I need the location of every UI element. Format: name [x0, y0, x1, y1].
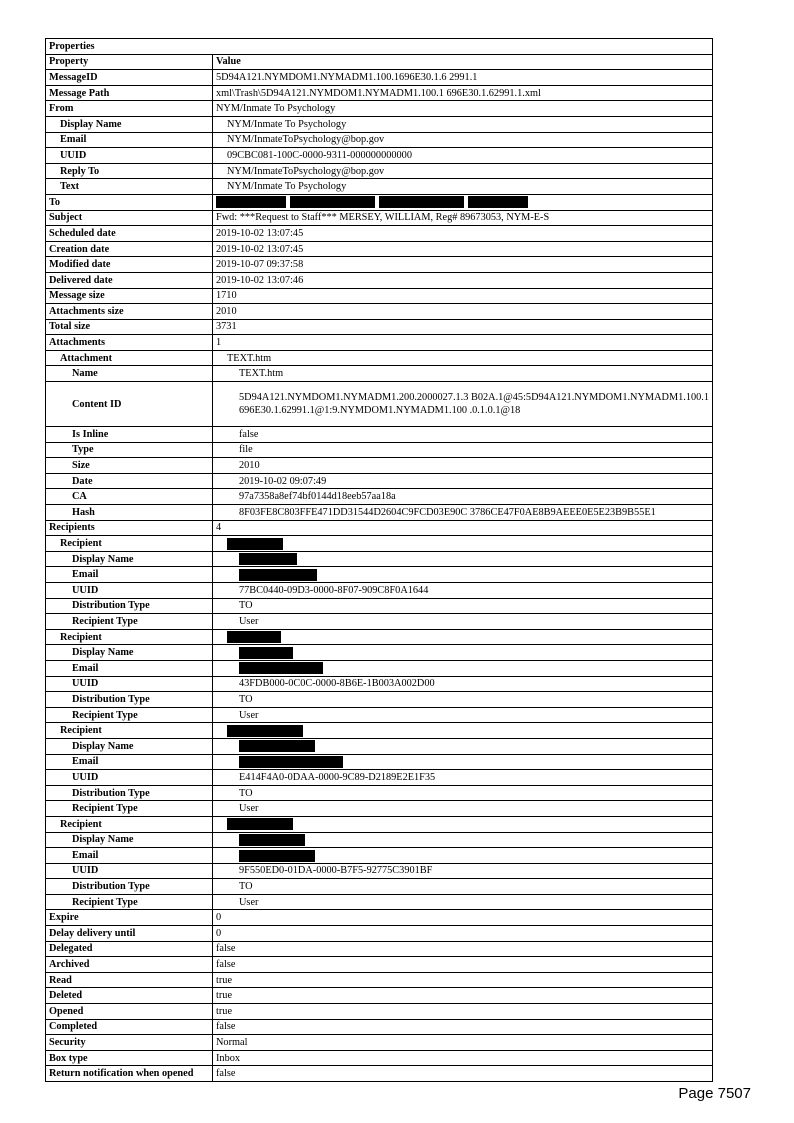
value-cell: 2019-10-02 13:07:45: [213, 241, 713, 257]
property-cell: Distribution Type: [46, 879, 213, 895]
value-cell: false: [213, 1066, 713, 1082]
value-cell: Fwd: ***Request to Staff*** MERSEY, WILLIAM, Reg# 89673053, NYM-E-S: [213, 210, 713, 226]
value-cell: [213, 832, 713, 848]
table-row: [46, 382, 713, 427]
property-cell: Recipients: [46, 520, 213, 536]
property-cell: Distribution Type: [46, 785, 213, 801]
property-cell: UUID: [46, 583, 213, 599]
table-row: [46, 505, 713, 521]
table-row: [46, 536, 713, 552]
value-cell: [213, 723, 713, 739]
value-cell: 5D94A121.NYMDOM1.NYMADM1.200.2000027.1.3 B02A.1@45:5D94A121.NYMDOM1.NYMADM1.100.1 696E30.1.62991.1@1:9.NYMDOM1.NYMADM1.100 .0.1.0.1@18: [213, 382, 713, 427]
redaction-block: [239, 740, 315, 752]
table-row: [46, 179, 713, 195]
value-cell: 8F03FE8C803FFE471DD31544D2604C9FCD03E90C 3786CE47F0AE8B9AEEE0E5E23B9B55E1: [213, 505, 713, 521]
table-row: [46, 210, 713, 226]
redaction-block: [239, 647, 293, 659]
property-cell: Content ID: [46, 382, 213, 427]
table-row: [46, 957, 713, 973]
property-cell: Delivered date: [46, 272, 213, 288]
table-row: [46, 442, 713, 458]
value-cell: 0: [213, 910, 713, 926]
redaction-block: [239, 850, 315, 862]
property-cell: Type: [46, 442, 213, 458]
redaction-block: [227, 818, 293, 830]
table-row: [46, 816, 713, 832]
property-cell: CA: [46, 489, 213, 505]
property-cell: Completed: [46, 1019, 213, 1035]
table-row: [46, 241, 713, 257]
property-cell: Recipient: [46, 629, 213, 645]
property-cell: Return notification when opened: [46, 1066, 213, 1082]
table-row: [46, 879, 713, 895]
table-row: [46, 1004, 713, 1020]
table-row: [46, 926, 713, 942]
redaction-block: [227, 725, 303, 737]
value-cell: TEXT.htm: [213, 350, 713, 366]
table-row: [46, 801, 713, 817]
table-row: [46, 132, 713, 148]
property-cell: Attachments: [46, 335, 213, 351]
value-cell: 1710: [213, 288, 713, 304]
redaction-block: [239, 834, 305, 846]
value-cell: true: [213, 988, 713, 1004]
property-cell: Name: [46, 366, 213, 382]
table-row: [46, 304, 713, 320]
properties-table-body: [46, 39, 713, 1082]
property-cell: Display Name: [46, 738, 213, 754]
property-cell: Display Name: [46, 116, 213, 132]
table-row: [46, 272, 713, 288]
value-cell: User: [213, 894, 713, 910]
value-cell: 2019-10-02 13:07:46: [213, 272, 713, 288]
property-cell: Message size: [46, 288, 213, 304]
value-cell: true: [213, 972, 713, 988]
property-cell: Modified date: [46, 257, 213, 273]
value-cell: NYM/InmateToPsychology@bop.gov: [213, 132, 713, 148]
table-row: [46, 848, 713, 864]
value-cell: [213, 738, 713, 754]
table-row: [46, 458, 713, 474]
property-cell: Email: [46, 848, 213, 864]
redaction-block: [227, 631, 281, 643]
value-cell: [213, 848, 713, 864]
property-cell: Recipient Type: [46, 894, 213, 910]
property-cell: Recipient Type: [46, 707, 213, 723]
redaction-block: [216, 196, 286, 208]
property-cell: Recipient: [46, 816, 213, 832]
table-row: [46, 910, 713, 926]
redaction-block: [239, 662, 323, 674]
value-column-header: Value: [213, 54, 713, 70]
property-cell: Date: [46, 473, 213, 489]
property-cell: Is Inline: [46, 427, 213, 443]
value-cell: false: [213, 427, 713, 443]
table-row: [46, 1050, 713, 1066]
redaction-block: [468, 196, 528, 208]
property-cell: MessageID: [46, 70, 213, 86]
table-row: [46, 723, 713, 739]
property-cell: Recipient Type: [46, 614, 213, 630]
property-cell: Attachment: [46, 350, 213, 366]
table-row: [46, 645, 713, 661]
property-cell: Email: [46, 132, 213, 148]
table-row: [46, 770, 713, 786]
table-row: [46, 85, 713, 101]
property-cell: Opened: [46, 1004, 213, 1020]
property-cell: Delay delivery until: [46, 926, 213, 942]
value-cell: NYM/Inmate To Psychology: [213, 179, 713, 195]
table-row: [46, 972, 713, 988]
value-cell: 2010: [213, 304, 713, 320]
value-cell: 77BC0440-09D3-0000-8F07-909C8F0A1644: [213, 583, 713, 599]
table-row: [46, 785, 713, 801]
table-row: [46, 350, 713, 366]
value-cell: 9F550ED0-01DA-0000-B7F5-92775C3901BF: [213, 863, 713, 879]
property-cell: Email: [46, 660, 213, 676]
table-row: [46, 101, 713, 117]
property-cell: UUID: [46, 148, 213, 164]
value-cell: User: [213, 707, 713, 723]
property-cell: Email: [46, 567, 213, 583]
value-cell: [213, 754, 713, 770]
redaction-block: [239, 756, 343, 768]
value-cell: User: [213, 614, 713, 630]
table-row: [46, 1019, 713, 1035]
property-cell: Distribution Type: [46, 598, 213, 614]
property-cell: Message Path: [46, 85, 213, 101]
property-cell: Attachments size: [46, 304, 213, 320]
value-cell: 09CBC081-100C-0000-9311-000000000000: [213, 148, 713, 164]
property-cell: Size: [46, 458, 213, 474]
value-cell: NYM/InmateToPsychology@bop.gov: [213, 163, 713, 179]
table-row: [46, 319, 713, 335]
value-cell: TEXT.htm: [213, 366, 713, 382]
value-cell: [213, 536, 713, 552]
property-cell: Total size: [46, 319, 213, 335]
table-row: [46, 629, 713, 645]
table-row: [46, 598, 713, 614]
property-cell: Recipient: [46, 723, 213, 739]
property-cell: UUID: [46, 770, 213, 786]
value-cell: 0: [213, 926, 713, 942]
property-column-header: Property: [46, 54, 213, 70]
value-cell: 1: [213, 335, 713, 351]
value-cell: 4: [213, 520, 713, 536]
value-cell: [213, 629, 713, 645]
property-cell: Distribution Type: [46, 692, 213, 708]
table-row: [46, 863, 713, 879]
table-row: [46, 583, 713, 599]
table-row: [46, 660, 713, 676]
property-cell: To: [46, 194, 213, 210]
table-row: [46, 614, 713, 630]
table-row: [46, 894, 713, 910]
property-cell: Subject: [46, 210, 213, 226]
page-number: Page 7507: [678, 1085, 751, 1102]
table-row: [46, 941, 713, 957]
value-cell: [213, 551, 713, 567]
value-cell: E414F4A0-0DAA-0000-9C89-D2189E2E1F35: [213, 770, 713, 786]
value-cell: TO: [213, 879, 713, 895]
property-cell: Recipient: [46, 536, 213, 552]
property-cell: From: [46, 101, 213, 117]
table-row: [46, 489, 713, 505]
table-row: [46, 288, 713, 304]
value-cell: NYM/Inmate To Psychology: [213, 101, 713, 117]
value-cell: false: [213, 941, 713, 957]
table-row: [46, 676, 713, 692]
property-cell: Display Name: [46, 832, 213, 848]
redaction-block: [227, 538, 283, 550]
value-cell: NYM/Inmate To Psychology: [213, 116, 713, 132]
redaction-block: [239, 569, 317, 581]
value-cell: 2019-10-02 09:07:49: [213, 473, 713, 489]
property-cell: Email: [46, 754, 213, 770]
table-row: [46, 427, 713, 443]
redaction-block: [239, 553, 297, 565]
value-cell: true: [213, 1004, 713, 1020]
property-cell: Scheduled date: [46, 226, 213, 242]
value-cell: [213, 645, 713, 661]
table-row: [46, 832, 713, 848]
table-row: [46, 754, 713, 770]
property-cell: Security: [46, 1035, 213, 1051]
table-row: [46, 1066, 713, 1082]
property-cell: Deleted: [46, 988, 213, 1004]
value-cell: false: [213, 957, 713, 973]
table-row: [46, 257, 713, 273]
table-row: [46, 163, 713, 179]
table-row: [46, 692, 713, 708]
table-row: [46, 988, 713, 1004]
property-cell: Text: [46, 179, 213, 195]
table-row: [46, 70, 713, 86]
property-cell: Expire: [46, 910, 213, 926]
value-cell: 2019-10-02 13:07:45: [213, 226, 713, 242]
value-cell: TO: [213, 598, 713, 614]
property-cell: Display Name: [46, 551, 213, 567]
property-cell: Creation date: [46, 241, 213, 257]
properties-table: [45, 38, 713, 1082]
property-cell: Hash: [46, 505, 213, 521]
property-cell: Archived: [46, 957, 213, 973]
value-cell: file: [213, 442, 713, 458]
property-cell: Reply To: [46, 163, 213, 179]
table-row: [46, 194, 713, 210]
table-row: [46, 473, 713, 489]
table-row: [46, 1035, 713, 1051]
table-row: [46, 335, 713, 351]
value-cell: [213, 816, 713, 832]
value-cell: false: [213, 1019, 713, 1035]
property-cell: Recipient Type: [46, 801, 213, 817]
value-cell: 2019-10-07 09:37:58: [213, 257, 713, 273]
table-row: [46, 226, 713, 242]
value-cell: 3731: [213, 319, 713, 335]
table-title-row: [46, 39, 713, 55]
table-title: Properties: [46, 39, 713, 55]
property-cell: Display Name: [46, 645, 213, 661]
table-row: [46, 520, 713, 536]
redaction-block: [379, 196, 464, 208]
value-cell: xml\Trash\5D94A121.NYMDOM1.NYMADM1.100.1 696E30.1.62991.1.xml: [213, 85, 713, 101]
value-cell: [213, 194, 713, 210]
property-cell: Read: [46, 972, 213, 988]
table-row: [46, 148, 713, 164]
value-cell: Normal: [213, 1035, 713, 1051]
table-row: [46, 551, 713, 567]
value-cell: 5D94A121.NYMDOM1.NYMADM1.100.1696E30.1.6 2991.1: [213, 70, 713, 86]
redaction-block: [290, 196, 375, 208]
value-cell: TO: [213, 692, 713, 708]
value-cell: [213, 567, 713, 583]
value-cell: 43FDB000-0C0C-0000-8B6E-1B003A002D00: [213, 676, 713, 692]
table-row: [46, 707, 713, 723]
value-cell: [213, 660, 713, 676]
property-cell: UUID: [46, 863, 213, 879]
value-cell: Inbox: [213, 1050, 713, 1066]
table-row: [46, 116, 713, 132]
property-cell: UUID: [46, 676, 213, 692]
table-row: [46, 366, 713, 382]
table-row: [46, 738, 713, 754]
property-cell: Delegated: [46, 941, 213, 957]
table-row: [46, 567, 713, 583]
value-cell: User: [213, 801, 713, 817]
value-cell: TO: [213, 785, 713, 801]
value-cell: 97a7358a8ef74bf0144d18eeb57aa18a: [213, 489, 713, 505]
table-header-row: [46, 54, 713, 70]
value-cell: 2010: [213, 458, 713, 474]
property-cell: Box type: [46, 1050, 213, 1066]
